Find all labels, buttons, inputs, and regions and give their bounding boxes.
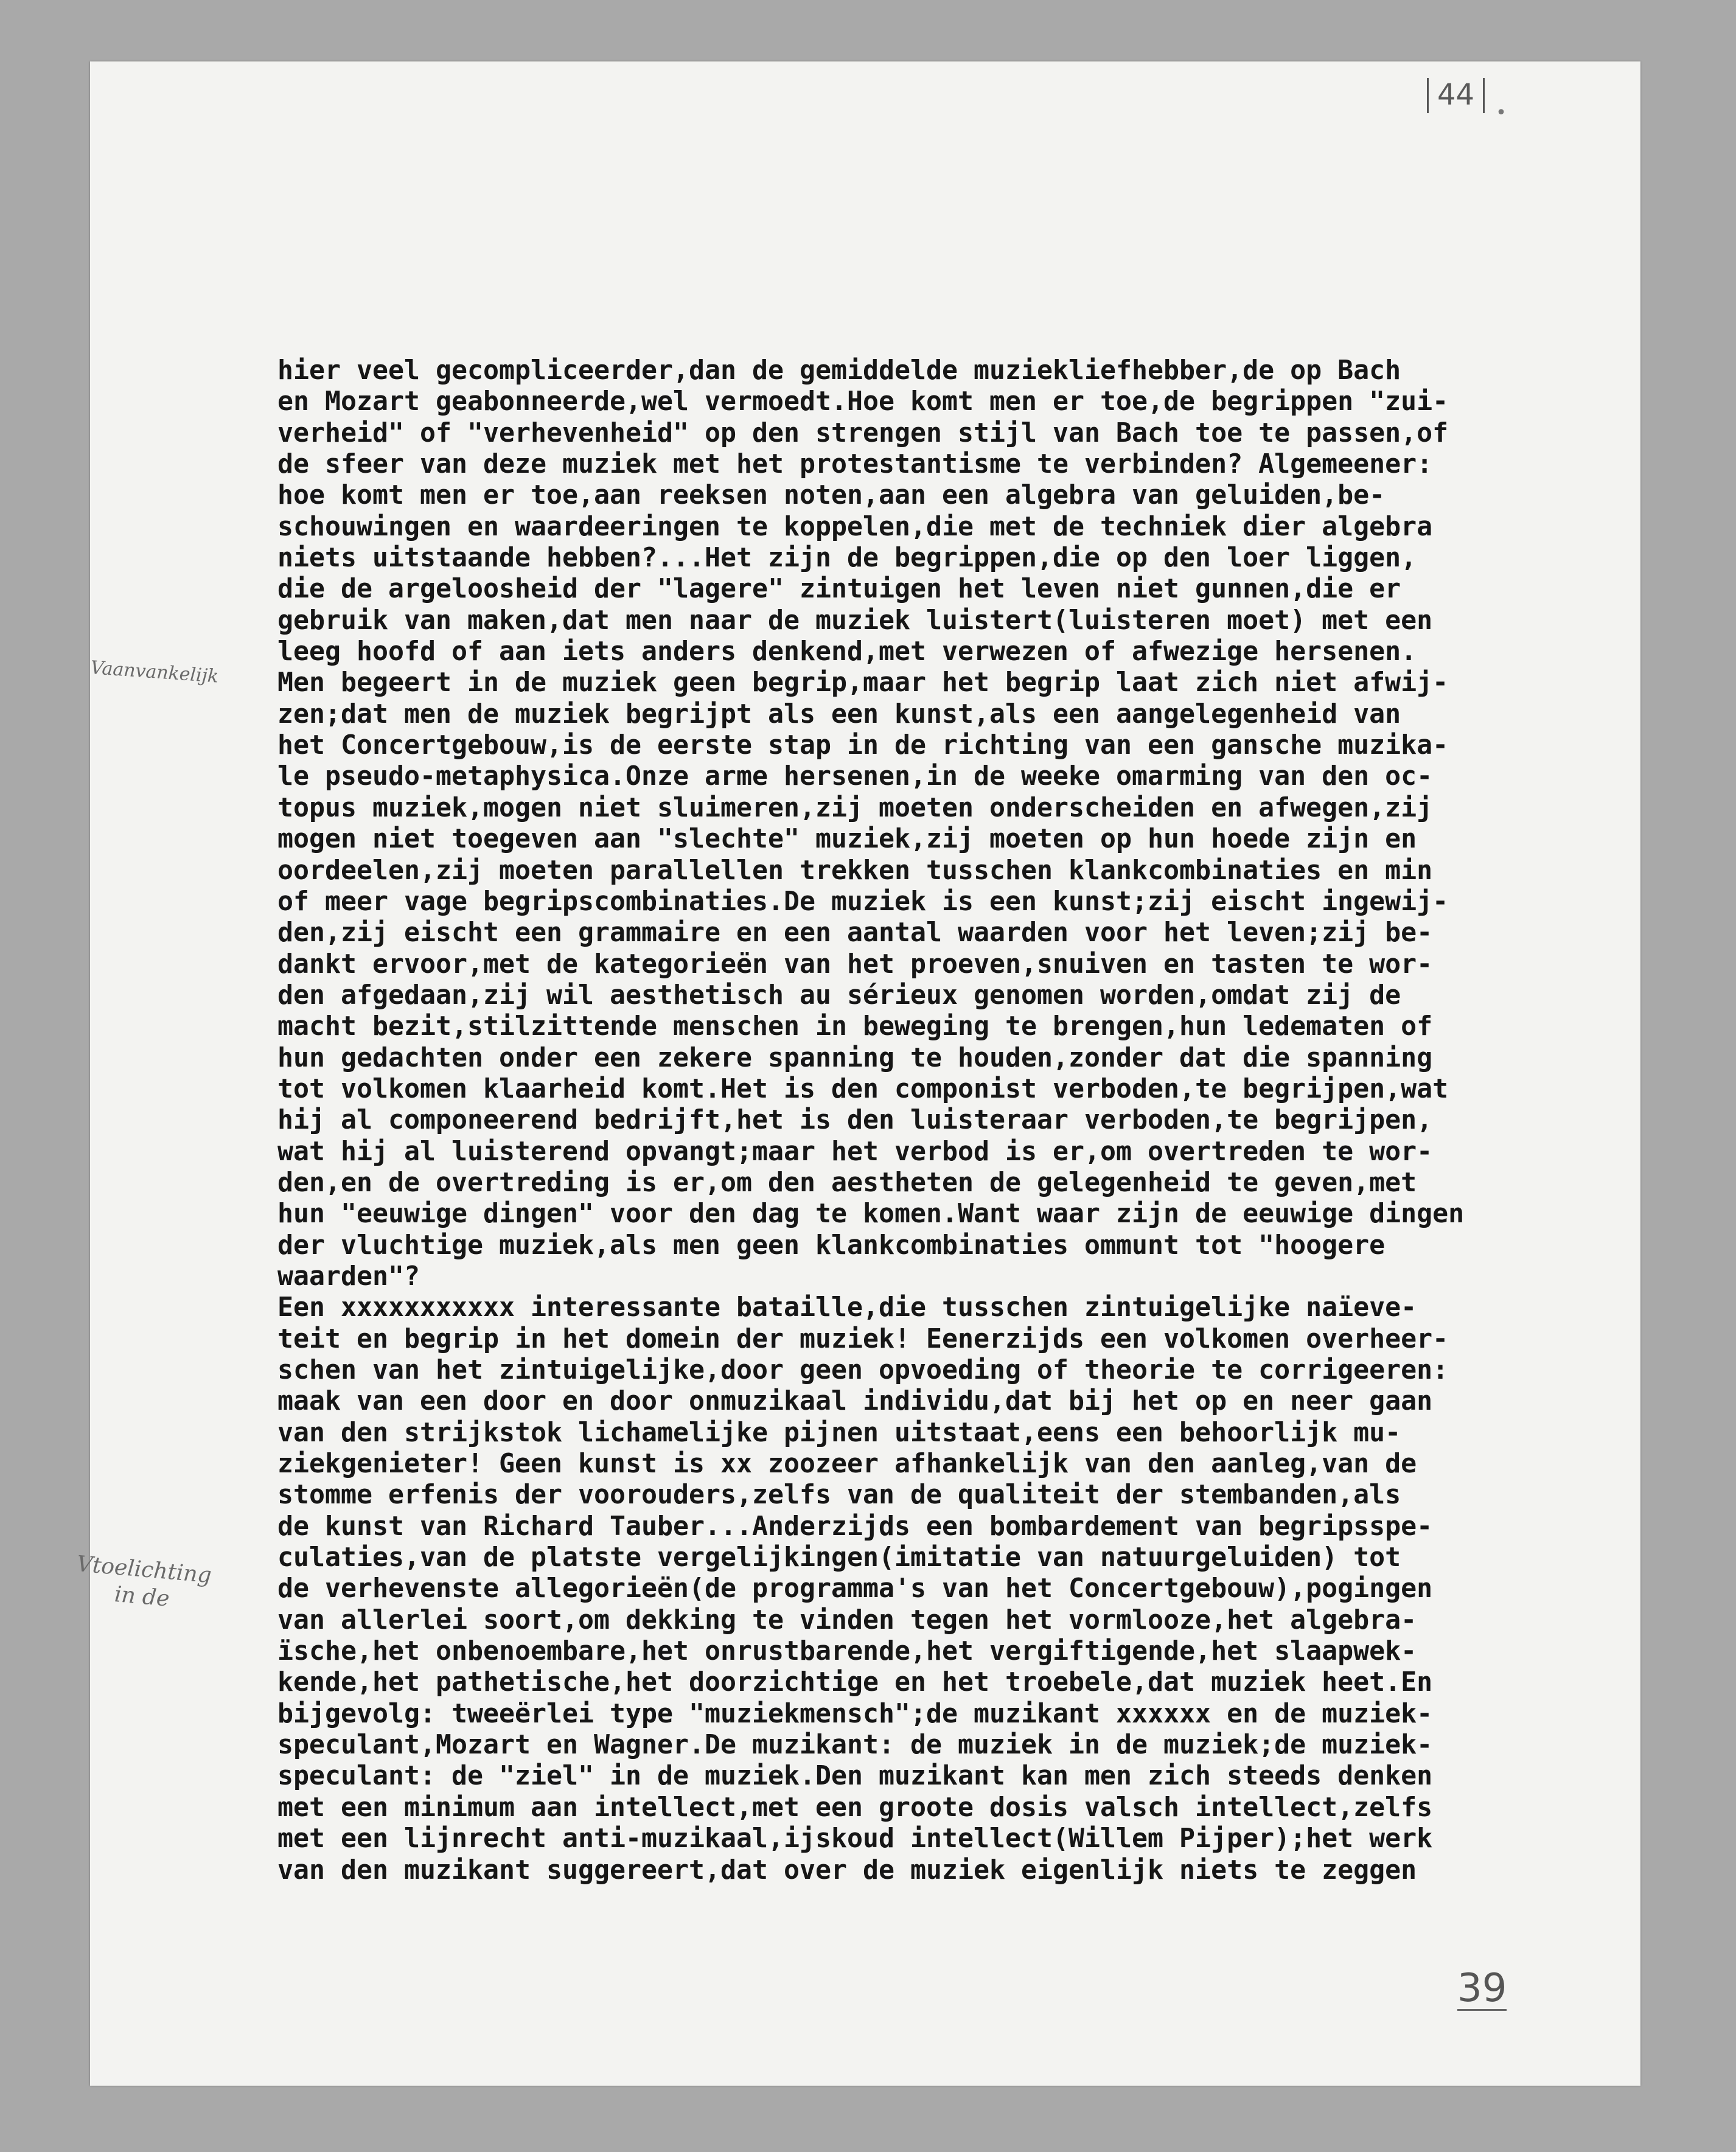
text-line: speculant,Mozart en Wagner.De muzikant: de muziek in de muziek;de muziek- (277, 1730, 1433, 1761)
text-line: en Mozart geabonneerde,wel vermoedt.Hoe komt men er toe,de begrippen "zui- (277, 386, 1449, 417)
text-line: teit en begrip in het domein der muziek! Eenerzijds een volkomen overheer- (277, 1323, 1449, 1354)
text-line: hoe komt men er toe,aan reeksen noten,aan een algebra van geluiden,be- (277, 480, 1386, 511)
text-line: wat hij al luisterend opvangt;maar het verbod is er,om overtreden te wor- (277, 1136, 1433, 1167)
text-line: de sfeer van deze muziek met het protestantisme te verbinden? Algemeener: (277, 449, 1433, 480)
corner-mark: • (1496, 102, 1507, 124)
margin-note-handwritten: Vaanvankelijk (89, 657, 220, 688)
text-line: speculant: de "ziel" in de muziek.Den muzikant kan men zich steeds denken (277, 1761, 1433, 1792)
text-line: ïsche,het onbenoembare,het onrustbarende,het vergiftigende,het slaapwek- (277, 1636, 1417, 1667)
text-line: hun gedachten onder een zekere spanning te houden,zonder dat die spanning (277, 1042, 1433, 1073)
text-line: leeg hoofd of aan iets anders denkend,met verwezen of afwezige hersenen. (277, 636, 1417, 667)
text-line: gebruik van maken,dat men naar de muziek luistert(luisteren moet) met een (277, 605, 1433, 636)
text-line: of meer vage begripscombinaties.De muziek is een kunst;zij eischt ingewij- (277, 886, 1449, 917)
text-line: den afgedaan,zij wil aesthetisch au sérieux genomen worden,omdat zij de (277, 980, 1401, 1011)
text-line: bijgevolg: tweeërlei type "muziekmensch";de muzikant xxxxxx en de muziek- (277, 1698, 1433, 1729)
text-line: den,en de overtreding is er,om den aestheten de gelegenheid te geven,met (277, 1167, 1417, 1198)
text-line: met een minimum aan intellect,met een groote dosis valsch intellect,zelfs (277, 1792, 1433, 1823)
text-line: de verhevenste allegorieën(de programma's van het Concertgebouw),pogingen (277, 1573, 1433, 1604)
archive-number-stamp: 44 (1427, 78, 1485, 113)
text-line: hij al componeerend bedrijft,het is den luisteraar verboden,te begrijpen, (277, 1105, 1433, 1136)
text-line: verheid" of "verhevenheid" op den strengen stijl van Bach toe te passen,of (277, 417, 1449, 448)
text-line: ziekgenieter! Geen kunst is xx zoozeer afhankelijk van den aanleg,van de (277, 1449, 1417, 1480)
text-line: van den strijkstok lichamelijke pijnen uitstaat,eens een behoorlijk mu- (277, 1417, 1401, 1448)
text-line: kende,het pathetische,het doorzichtige en het troebele,dat muziek heet.En (277, 1667, 1433, 1698)
text-line: zen;dat men de muziek begrijpt als een kunst,als een aangelegenheid van (277, 698, 1401, 730)
page-number: 39 (1457, 1966, 1507, 2011)
text-line: hier veel gecompliceerder,dan de gemiddelde muziekliefhebber,de op Bach (277, 355, 1401, 386)
text-line: schouwingen en waardeeringen te koppelen,die met de techniek dier algebra (277, 511, 1433, 542)
text-line: van allerlei soort,om dekking te vinden tegen het vormlooze,het algebra- (277, 1604, 1417, 1635)
text-line: dankt ervoor,met de kategorieën van het proeven,snuiven en tasten te wor- (277, 949, 1433, 980)
text-line: topus muziek,mogen niet sluimeren,zij moeten onderscheiden en afwegen,zij (277, 792, 1433, 823)
text-line: met een lijnrecht anti-muzikaal,ijskoud intellect(Willem Pijper);het werk (277, 1823, 1433, 1854)
text-line: het Concertgebouw,is de eerste stap in de richting van een gansche muzika- (277, 730, 1449, 761)
margin-note-handwritten: in de (113, 1582, 171, 1612)
text-line: den,zij eischt een grammaire en een aantal waarden voor het leven;zij be- (277, 918, 1433, 949)
text-line: die de argeloosheid der "lagere" zintuigen het leven niet gunnen,die er (277, 574, 1401, 605)
text-line: oordeelen,zij moeten parallellen trekken tusschen klankcombinaties en min (277, 855, 1433, 886)
text-line: de kunst van Richard Tauber...Anderzijds een bombardement van begripsspe- (277, 1511, 1433, 1542)
text-line: le pseudo-metaphysica.Onze arme hersenen,in de weeke omarming van den oc- (277, 761, 1433, 792)
text-line: van den muzikant suggereert,dat over de muziek eigenlijk niets te zeggen (277, 1854, 1417, 1886)
text-line: tot volkomen klaarheid komt.Het is den componist verboden,te begrijpen,wat (277, 1073, 1449, 1104)
text-line: maak van een door en door onmuzikaal individu,dat bij het op en neer gaan (277, 1386, 1433, 1417)
text-line: mogen niet toegeven aan "slechte" muziek,zij moeten op hun hoede zijn en (277, 824, 1417, 855)
text-line: niets uitstaande hebben?...Het zijn de begrippen,die op den loer liggen, (277, 543, 1417, 574)
typewritten-text-body (277, 355, 1464, 1886)
text-line: Men begeert in de muziek geen begrip,maar het begrip laat zich niet afwij- (277, 667, 1449, 698)
text-line: stomme erfenis der voorouders,zelfs van de qualiteit der stembanden,als (277, 1480, 1401, 1511)
margin-note-handwritten: Vtoelichting (75, 1551, 213, 1589)
text-line: culaties,van de platste vergelijkingen(imitatie van natuurgeluiden) tot (277, 1542, 1401, 1573)
text-line: der vluchtige muziek,als men geen klankcombinaties ommunt tot "hoogere (277, 1230, 1386, 1261)
text-line: Een xxxxxxxxxxx interessante bataille,die tusschen zintuigelijke naïeve- (277, 1292, 1417, 1323)
text-line: waarden"? (277, 1261, 420, 1292)
text-line: macht bezit,stilzittende menschen in beweging te brengen,hun ledematen of (277, 1011, 1433, 1042)
text-line: hun "eeuwige dingen" voor den dag te komen.Want waar zijn de eeuwige dingen (277, 1199, 1465, 1230)
text-line: schen van het zintuigelijke,door geen opvoeding of theorie te corrigeeren: (277, 1355, 1449, 1385)
